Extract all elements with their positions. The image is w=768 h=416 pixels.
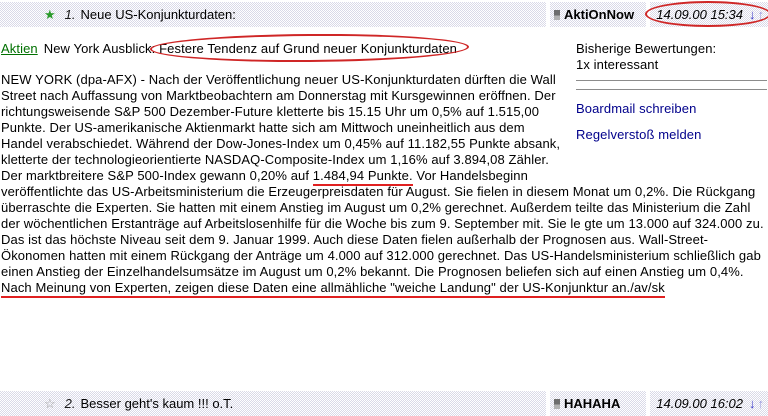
sort-down-icon[interactable]: ↓ [749, 396, 756, 411]
post-timestamp: 14.09.00 16:02 [656, 396, 743, 411]
body-text: NEW YORK (dpa-AFX) - Nach der Veröffentlichung neuer US-Konjunkturdaten dürften die Wall Street nach Auffassung von Marktbeobachtern am Donnerstag mit Kursgewinnen eröffnen. Der richtungsweisende S&P 500 Dezember-Future kletterte bis 15.15 Uhr um 0,5% auf 1.515,00 Punkte. Der US-amerikanische Aktienmarkt hatte sich am Mittwoch uneinheitlich aus dem Handel verabschiedet. Während der Dow-Jones-Index um 0,45% auf 11.182,55 Punkte absank, kletterte der technologieorientierte NASDAQ-Composite-Index um 1,16% auf 3.894,08 Zähler. Der marktbreitere S&P 500-Index gewann 0,20% auf [1, 72, 561, 183]
thread-title-cell [0, 2, 546, 27]
timestamp-cell [650, 2, 768, 27]
red-underlined-text: Nach Meinung von Experten, zeigen diese Daten eine allmähliche "weiche Landung" der US-Konjunktur an./av/sk [1, 280, 665, 298]
thread-header-bar [0, 2, 768, 27]
rating-star-icon[interactable]: ★ [44, 6, 56, 22]
author-username[interactable]: HAHAHA [564, 396, 621, 411]
author-username[interactable]: AktiOnNow [564, 7, 635, 22]
post-number: 1. [64, 7, 76, 22]
post-timestamp: 14.09.00 15:34 [656, 7, 743, 22]
sidebar-divider [576, 80, 767, 82]
thread-title[interactable]: Besser geht's kaum !!! o.T. [80, 396, 234, 411]
sort-up-icon[interactable]: ↑ [757, 396, 764, 411]
red-underlined-text: 1.484,94 Punkte. [313, 168, 413, 186]
sidebar-divider [576, 89, 767, 91]
rating-star-outline-icon[interactable]: ☆ [44, 395, 56, 411]
next-thread-header-bar [0, 391, 768, 416]
headline-circled-text: Festere Tendenz auf Grund neuer Konjunkturdaten [159, 41, 457, 56]
thread-title[interactable]: Neue US-Konjunkturdaten: [80, 7, 236, 22]
timestamp-cell [650, 391, 768, 416]
ratings-label: Bisherige Bewertungen: [576, 41, 717, 56]
post-number: 2. [64, 396, 76, 411]
sort-down-icon[interactable]: ↓ [749, 7, 756, 22]
post-sidebar [564, 41, 767, 174]
author-cell [550, 2, 646, 27]
thread-title-cell [0, 391, 546, 416]
timestamp-circled-group [656, 7, 764, 22]
report-violation-link[interactable]: Regelverstoß melden [576, 127, 702, 142]
category-link[interactable]: Aktien [1, 41, 38, 56]
user-icon [554, 399, 560, 409]
post-content [1, 41, 767, 296]
body-text: Vor Handelsbeginn veröffentlichte das US-Arbeitsministerium die Erzeugerpreisdaten für August. Sie fielen in diesem Monat um 0,2%. Die Rückgang überraschte die Experten. Sie hatten mit einem Anstieg im August um 0,2% gerechnet. Außerdem teilte das Ministerium die Zahl der wöchentlichen Erstanträge auf Arbeitslosenhilfe für die Woche bis zum 9. September mit. Sie le gte um 13.000 auf 324.000 zu. Das ist das höchste Niveau seit dem 9. Januar 1999. Auch diese Daten fielen außerhalb der Prognosen aus. Wall-Street-Ökonomen hatten mit einem Rückgang der Anträge um 4.000 auf 312.000 gerechnet. Das US-Handelsministerium schließlich gab einen Anstieg der Einzelhandelsumsätze im August um 0,2% bekannt. Die Prognosen beliefen sich auf einen Anstieg um 0,4%. [1, 168, 764, 279]
headline-text: New York Ausblick: [43, 41, 156, 56]
boardmail-link[interactable]: Boardmail schreiben [576, 101, 697, 116]
user-icon [554, 10, 560, 20]
sort-up-icon[interactable]: ↑ [757, 7, 764, 22]
ratings-value: 1x interessant [576, 57, 659, 72]
headline-circled-group [159, 41, 457, 57]
author-cell [550, 391, 646, 416]
